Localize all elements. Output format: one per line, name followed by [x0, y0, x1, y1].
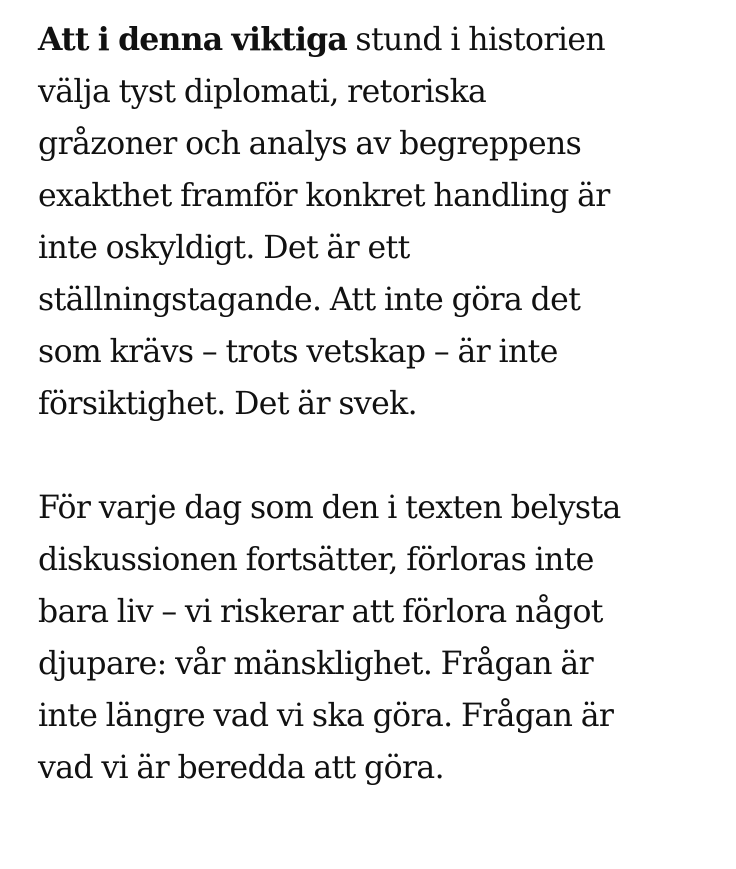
- paragraph-2: [38, 482, 678, 794]
- lead-in-bold: Att i denna viktiga: [38, 21, 347, 58]
- text-run: stund i historien: [346, 22, 606, 58]
- text-line: [38, 14, 678, 66]
- article-body: [38, 14, 678, 794]
- text-line: exakthet framför konkret handling är: [38, 178, 610, 214]
- paragraph-1: [38, 14, 678, 430]
- text-line: ställningstagande. Att inte göra det: [38, 282, 581, 318]
- text-line: försiktighet. Det är svek.: [38, 386, 418, 422]
- text-line: inte längre vad vi ska göra. Frågan är: [38, 698, 614, 734]
- text-line: gråzoner och analys av begreppens: [38, 126, 582, 162]
- text-line: välja tyst diplomati, retoriska: [38, 74, 487, 110]
- text-line: vad vi är beredda att göra.: [38, 750, 445, 786]
- text-line: bara liv – vi riskerar att förlora något: [38, 594, 603, 630]
- text-line: inte oskyldigt. Det är ett: [38, 230, 410, 266]
- text-line: diskussionen fortsätter, förloras inte: [38, 542, 594, 578]
- text-line: som krävs – trots vetskap – är inte: [38, 334, 558, 370]
- text-line: För varje dag som den i texten belysta: [38, 490, 621, 526]
- text-line: djupare: vår mänsklighet. Frågan är: [38, 646, 594, 682]
